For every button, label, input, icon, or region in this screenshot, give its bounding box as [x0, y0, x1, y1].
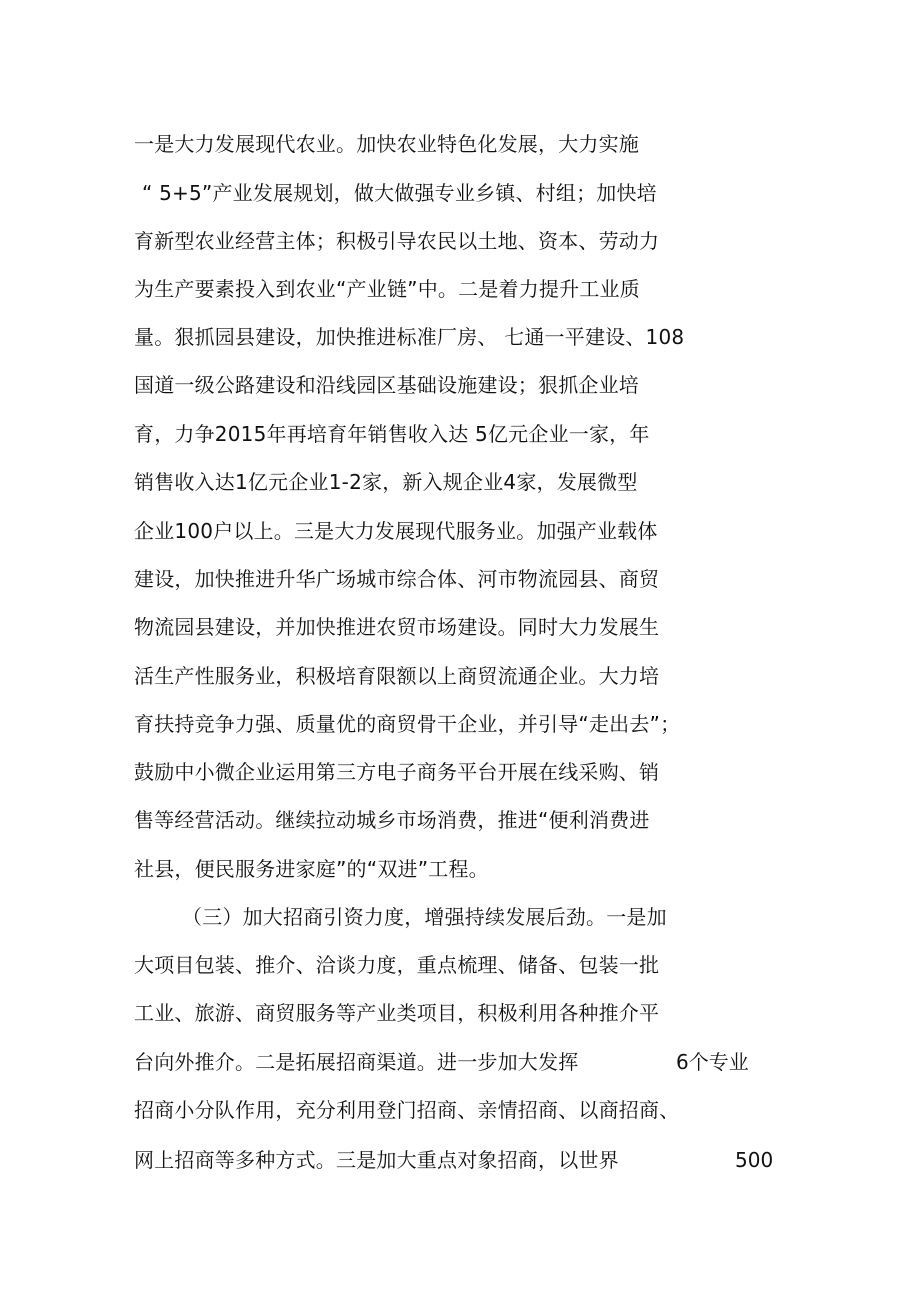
text-line-20-tail: 6个专业	[676, 1050, 749, 1074]
text-line-1: 一是大力发展现代农业。加快农业特色化发展，大力实施	[134, 132, 639, 156]
text-line-3: 育新型农业经营主体；积极引导农民以土地、资本、劳动力	[134, 229, 660, 253]
text-line-7: 育，力争2015年再培育年销售收入达 5亿元企业一家，年	[134, 422, 650, 446]
text-line-16: 社县，便民服务进家庭”的“双进”工程。	[134, 857, 489, 881]
text-line-10: 建设，加快推进升华广场城市综合体、河市物流园县、商贸	[134, 567, 660, 591]
text-line-11: 物流园县建设，并加快推进农贸市场建设。同时大力发展生	[134, 615, 660, 639]
text-line-5: 量。狠抓园县建设，加快推进标准厂房、 七通一平建设、108	[134, 325, 685, 349]
text-line-12: 活生产性服务业，积极培育限额以上商贸流通企业。大力培	[134, 664, 660, 688]
text-line-13: 育扶持竞争力强、质量优的商贸骨干企业，并引导“走出去”；	[134, 712, 681, 736]
text-line-6: 国道一级公路建设和沿线园区基础设施建设；狠抓企业培	[134, 373, 639, 397]
text-line-19: 工业、旅游、商贸服务等产业类项目，积极利用各种推介平	[134, 1001, 660, 1025]
text-line-18: 大项目包装、推介、洽谈力度，重点梳理、储备、包装一批	[134, 953, 660, 977]
text-line-22-tail: 500	[735, 1148, 774, 1172]
text-line-20: 台向外推介。二是拓展招商渠道。进一步加大发挥	[134, 1050, 579, 1074]
text-line-4: 为生产要素投入到农业“产业链”中。二是着力提升工业质	[134, 277, 640, 301]
text-line-15: 售等经营活动。继续拉动城乡市场消费，推进“便利消费进	[134, 808, 650, 832]
text-line-8: 销售收入达1亿元企业1-2家，新入规企业4家，发展微型	[134, 470, 638, 494]
text-line-22: 网上招商等多种方式。三是加大重点对象招商，以世界	[134, 1148, 619, 1172]
text-line-14: 鼓励中小微企业运用第三方电子商务平台开展在线采购、销	[134, 760, 660, 784]
section-heading-line: （三）加大招商引资力度，增强持续发展后劲。一是加	[182, 905, 667, 929]
text-line-9: 企业100户以上。三是大力发展现代服务业。加强产业载体	[134, 519, 658, 543]
text-line-2: “ 5+5”产业发展规划，做大做强专业乡镇、村组；加快培	[142, 181, 657, 205]
text-line-21: 招商小分队作用，充分利用登门招商、亲情招商、以商招商、	[134, 1098, 680, 1122]
